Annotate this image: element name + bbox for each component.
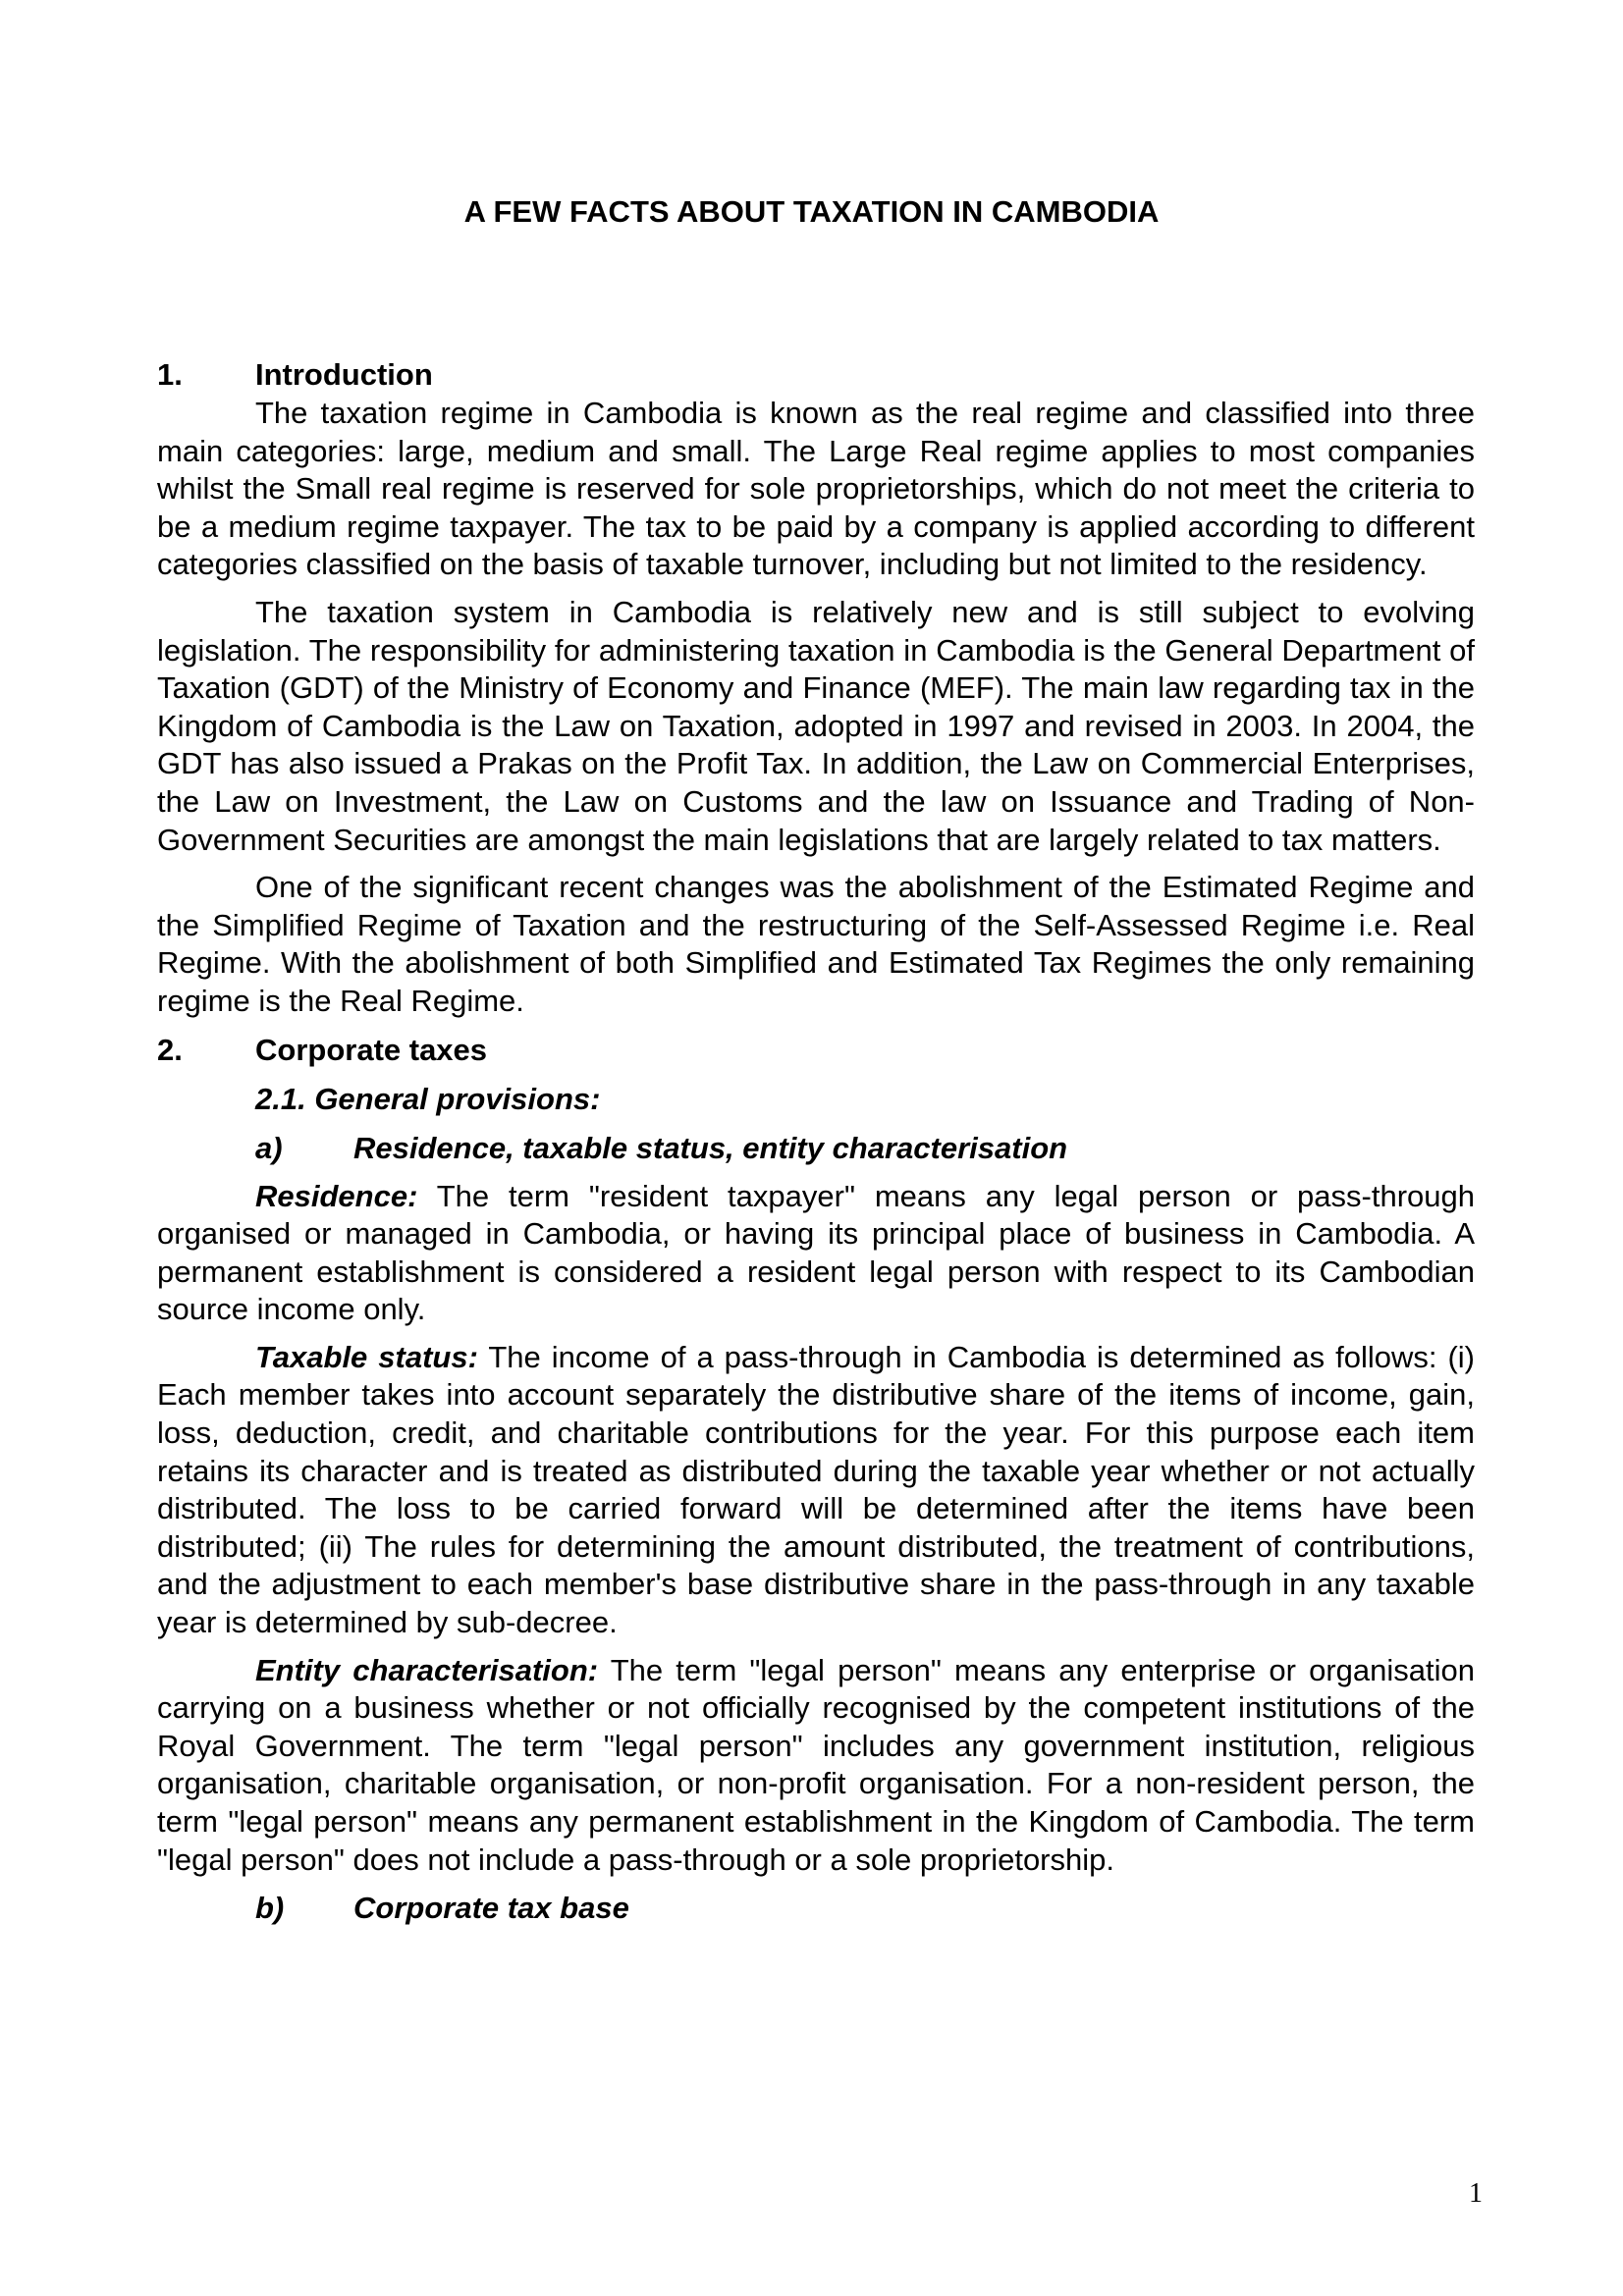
section-number: 2. [157,1032,183,1067]
section-heading-corporate-taxes [157,1031,1475,1070]
item-letter: b) [255,1891,285,1926]
residence-paragraph [157,1178,1475,1329]
item-title: Residence, taxable status, entity characterisation [353,1130,1068,1165]
entity-characterisation-paragraph [157,1652,1475,1880]
item-letter: a) [255,1130,283,1165]
intro-paragraph-1: The taxation regime in Cambodia is known as the real regime and classified into three main categories: large, medium and small. The Large Real regime applies to most companies whilst the Small real regime is reserved for sole proprietorships, which do not meet the criteria to be a medium regime taxpayer. The tax to be paid by a company is applied according to different categories classified on the basis of taxable turnover, including but not limited to the residency. [157,396,1475,582]
section-title: Corporate taxes [255,1032,488,1067]
document-title: A FEW FACTS ABOUT TAXATION IN CAMBODIA [463,194,1160,229]
page-number: 1 [1469,2178,1483,2209]
subsection-heading-general-provisions: 2.1. General provisions: [255,1081,601,1116]
section-heading-introduction [157,355,1475,395]
taxable-status-text: The income of a pass-through in Cambodia is determined as follows: (i) Each member takes into account separately the distributive share of the items of income, gain, loss, deduction, credit, and charitable contributions for the year. For this purpose each item retains its character and is treated as distributed during the taxable year whether or not actually distributed. The loss to be carried forward will be determined after the items have been distributed; (ii) The rules for determining the amount distributed, the treatment of contributions, and the adjustment to each member's base distributive share in the pass-through in any taxable year is determined by sub-decree. [157,1339,1475,1640]
intro-paragraph-2: The taxation system in Cambodia is relatively new and is still subject to evolving legislation. The responsibility for administering taxation in Cambodia is the General Department of Taxation (GDT) of the Ministry of Economy and Finance (MEF). The main law regarding tax in the Kingdom of Cambodia is the Law on Taxation, adopted in 1997 and revised in 2003. In 2004, the GDT has also issued a Prakas on the Profit Tax. In addition, the Law on Commercial Enterprises, the Law on Investment, the Law on Customs and the law on Issuance and Trading of Non-Government Securities are amongst the main legislations that are largely related to tax matters. [157,594,1475,857]
section-number: 1. [157,357,183,392]
entity-characterisation-lead: Entity characterisation: [255,1652,599,1687]
item-heading-corporate-tax-base [157,1889,1475,1928]
intro-paragraph-3: One of the significant recent changes was the abolishment of the Estimated Regime and the Simplified Regime of Taxation and the restructuring of the Self-Assessed Regime i.e. Real Regime. With the abolishment of both Simplified and Estimated Tax Regimes the only remaining regime is the Real Regime. [157,870,1475,1018]
residence-lead: Residence: [255,1178,418,1213]
item-title: Corporate tax base [353,1891,629,1926]
document-body [157,355,1475,1928]
taxable-status-paragraph [157,1339,1475,1642]
residence-text: The term "resident taxpayer" means any legal person or pass-through organised or managed in Cambodia, or having its principal place of business in Cambodia. A permanent establishment is considered a resident legal person with respect to its Cambodian source income only. [157,1178,1475,1327]
section-title: Introduction [255,357,433,392]
taxable-status-lead: Taxable status: [255,1339,478,1374]
entity-characterisation-text: The term "legal person" means any enterprise or organisation carrying on a business whether or not officially recognised by the competent institutions of the Royal Government. The term "legal person" includes any government institution, religious organisation, charitable organisation, or non-profit organisation. For a non-resident person, the term "legal person" means any permanent establishment in the Kingdom of Cambodia. The term "legal person" does not include a pass-through or a sole proprietorship. [157,1652,1475,1877]
item-heading-residence [157,1129,1475,1168]
